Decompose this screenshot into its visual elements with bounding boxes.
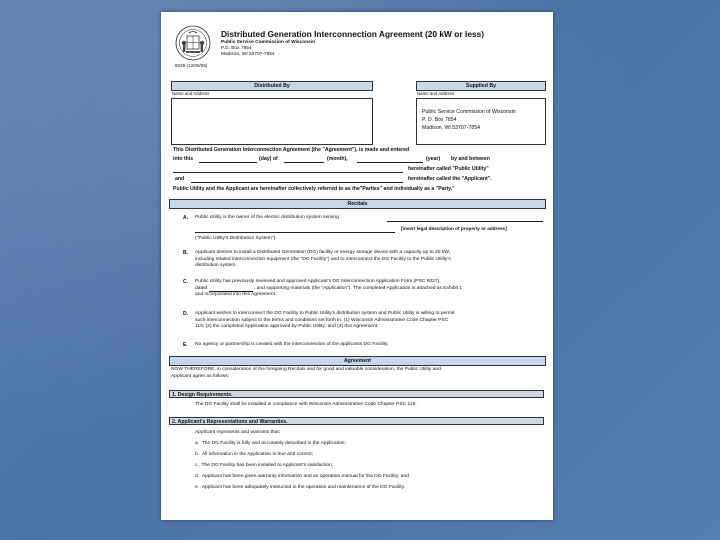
supplied-by-line1: Public Service Commission of Wisconsin — [422, 109, 516, 115]
recital-b-letter: B. — [183, 250, 188, 256]
recital-a-text: Public Utility is the owner of the electric distribution system serving — [195, 215, 339, 220]
section2-item-letter: e. — [195, 485, 200, 490]
supplied-by-name-label: Name and Address — [417, 91, 455, 96]
applicant-name-field[interactable] — [191, 182, 403, 183]
intro-day-of: (day) of — [259, 156, 278, 162]
intro-month: (month), — [327, 156, 348, 162]
section2-item-letter: b. — [195, 452, 200, 457]
distributed-by-address-box[interactable] — [171, 98, 373, 145]
recital-d-letter: D. — [183, 311, 188, 317]
recital-a-field-2[interactable] — [195, 232, 395, 233]
day-field[interactable] — [199, 162, 257, 163]
section2-item-letter: d. — [195, 474, 200, 479]
month-field[interactable] — [284, 162, 324, 163]
intro-called-applicant: hereinafter called the "Applicant". — [408, 176, 492, 182]
org-name: Public Service Commission of Wisconsin — [221, 40, 316, 45]
recital-d-line1: Applicant wishes to interconnect the DG Facility to Public Utility's distribution system and Public Utility is willing to permit — [195, 311, 455, 316]
recital-c-line1: Public Utility has previously reviewed and approved Applicant's DG Interconnection Application Form (PSC 6027), — [195, 279, 441, 284]
section2-item-text: Applicant has been given warranty information and an operation manual for the DG Facility; and — [201, 474, 409, 479]
recital-e-text: No agency or partnership is created with the interconnection of the applicants DG Facility. — [195, 342, 389, 347]
section2-item — [195, 463, 333, 470]
intro-line1: This Distributed Generation Interconnection Agreement (the "Agreement"), is made and entered — [173, 147, 410, 153]
section2-item-text: The DG Facility is fully and accurately described in the Application; — [201, 441, 346, 446]
recital-c-text — [195, 279, 535, 299]
supplied-by-line3: Madison, WI 53707-7854 — [422, 125, 480, 131]
distributed-by-name-label: Name and Address — [172, 91, 210, 96]
agreement-line2: Applicant agree as follows: — [171, 374, 230, 379]
intro-into-this: into this — [173, 156, 194, 162]
section2-item — [195, 441, 346, 448]
recital-b-line1: Applicant desires to install a Distributed Generation (DG) facility or energy storage device with a capacity up to 20 kW, — [195, 250, 450, 255]
recital-a-field-1[interactable] — [387, 221, 543, 222]
recital-c-line2: , and supporting materials (the "Application"). The completed Application is attached as Exhibit 1 — [253, 285, 463, 291]
section2-header: 2. Applicant's Representations and Warranties. — [169, 417, 544, 425]
recital-b-line3: distribution system. — [195, 263, 237, 269]
recital-d-line3: 119; (2) the completed Application approved by Public Utility; and (3) this Agreement. — [195, 324, 379, 330]
recital-e-letter: E. — [183, 342, 188, 348]
recital-a-system: ("Public Utility's Distribution System"). — [195, 236, 277, 241]
section2-intro: Applicant represents and warrants that: — [195, 430, 281, 435]
year-field[interactable] — [357, 162, 423, 163]
recital-b-text — [195, 250, 535, 270]
section1-text: The DG Facility shall be installed in compliance with Wisconsin Administrative Code Chapter PSC 119. — [195, 402, 417, 407]
public-utility-name-field[interactable] — [173, 172, 403, 173]
recital-d-text — [195, 311, 535, 331]
recital-a-letter: A. — [183, 215, 188, 221]
section2-item-text: All information in the Application is true and correct; — [201, 452, 313, 457]
section2-item-text: The DG Facility has been installed to Applicant's satisfaction; — [201, 463, 334, 468]
section2-item — [195, 452, 313, 459]
agreement-form-page — [161, 12, 553, 520]
recital-a-insert: [insert legal description of property or address] — [401, 226, 507, 231]
distributed-by-header: Distributed By — [171, 81, 373, 91]
form-title: Distributed Generation Interconnection Agreement (20 kW or less) — [221, 29, 485, 39]
section1-header: 1. Design Requirements. — [169, 390, 544, 398]
section2-item-letter: a. — [195, 441, 200, 446]
intro-parties: Public Utility and the Applicant are hereinafter collectively referred to as the"Parties" and individually as a "Party." — [173, 186, 455, 192]
form-number: 6029 (12/06/05) — [175, 63, 208, 68]
wisconsin-seal-icon — [175, 25, 211, 61]
recital-c-letter: C. — [183, 279, 188, 285]
intro-called-utility: hereinafter called "Public Utility" — [408, 166, 489, 172]
supplied-by-header: Supplied By — [416, 81, 546, 91]
section2-item — [195, 474, 409, 481]
recitals-header: Recitals — [169, 199, 546, 209]
agreement-line1: NOW THEREFORE, in consideration of the foregoing Recitals and for good and valuable consideration, the Public Utility and — [171, 367, 441, 372]
recital-c-line3: and incorporated into this Agreement. — [195, 292, 277, 298]
recital-d-line2: such interconnection subject to the terms and conditions set forth in: (1) Wisconsin Administrative Code Chapter PSC — [195, 317, 449, 323]
intro-and: and — [175, 176, 185, 182]
intro-by-and-between: by and between — [451, 156, 490, 162]
org-city: Madison, WI 53707-7854 — [221, 52, 275, 57]
org-pobox: P.O. Box 7854 — [221, 46, 252, 51]
section2-item-text: Applicant has been adequately instructed in the operation and maintenance of the DG Facility. — [201, 485, 406, 490]
section2-item-letter: c. — [195, 463, 199, 468]
recital-c-dated: dated — [195, 285, 208, 291]
agreement-header: Agreement — [169, 356, 546, 366]
section2-item — [195, 485, 405, 492]
supplied-by-line2: P. O. Box 7854 — [422, 117, 457, 123]
recital-b-line2: including related interconnection equipment (the "DG Facility") and to interconnect the DG Facility to the Public Utility's — [195, 256, 451, 262]
intro-year: (year) — [426, 156, 441, 162]
